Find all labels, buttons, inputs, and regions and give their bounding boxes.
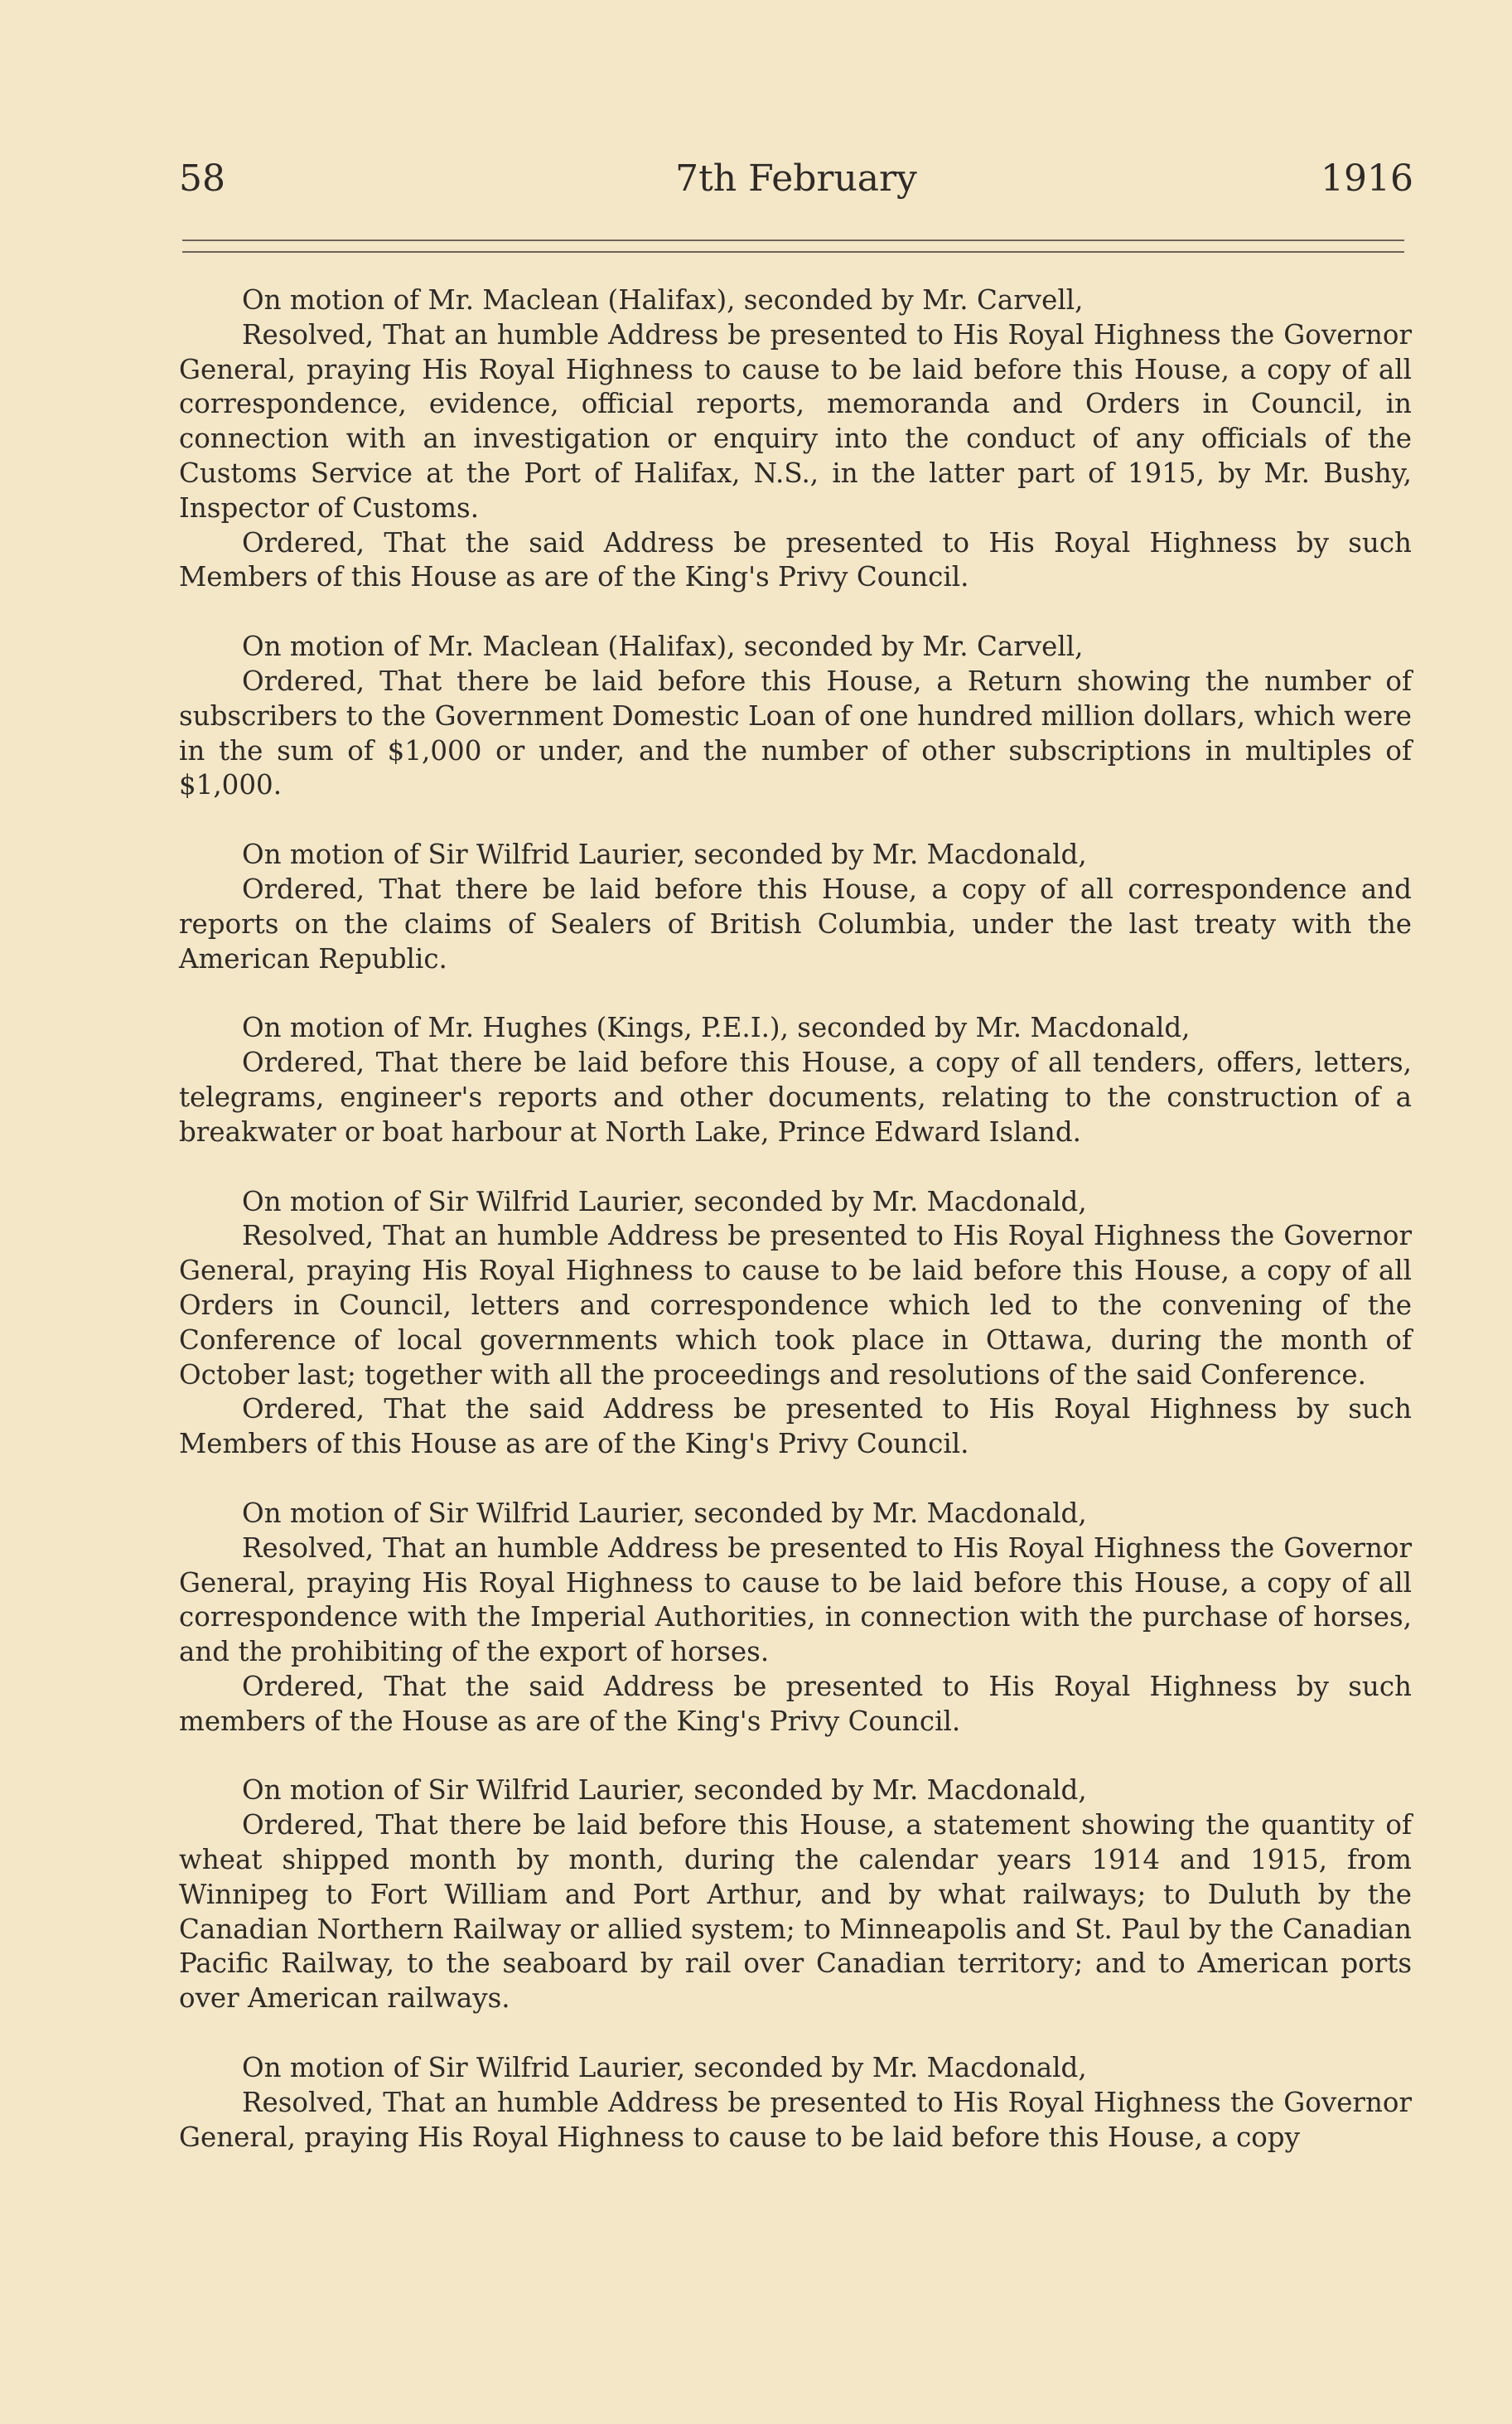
order-paragraph: Ordered, That there be laid before this House, a statement showing the quantity of wheat shipped month by month, during the calendar years 1914 and 1915, from Winnipeg to Fort William and Port Arthur, and by what railways; to Duluth by the Canadian Northern Railway or allied system; to Minneapolis and St. Paul by the Canadian Pacific Railway, to the seaboard by rail over Canadian territory; and to American ports over American railways. (179, 1809, 1412, 2015)
order-paragraph: Ordered, That there be laid before this House, a copy of all correspondence and reports on the claims of Sealers of British Columbia, under the last treaty with the American Republic. (179, 873, 1412, 975)
order-paragraph: Ordered, That the said Address be presented to His Royal Highness by such Members of this House as are of the King's Privy Council. (179, 1393, 1412, 1460)
motion-line: On motion of Sir Wilfrid Laurier, seconded by Mr. Macdonald, (242, 1497, 1087, 1529)
header-year: 1916 (1321, 157, 1413, 200)
motion-line: On motion of Mr. Maclean (Halifax), seconded by Mr. Carvell, (242, 284, 1084, 316)
resolution-paragraph: Resolved, That an humble Address be presented to His Royal Highness the Governor General, praying His Royal Highness to cause to be laid before this House, a copy (179, 2086, 1412, 2153)
motion-entry (179, 838, 1412, 976)
motion-line: On motion of Sir Wilfrid Laurier, seconded by Mr. Macdonald, (242, 839, 1087, 871)
motion-entry (179, 1497, 1412, 1739)
motion-entry (179, 1773, 1412, 2016)
motion-entry (179, 283, 1412, 595)
motion-entry (179, 2051, 1412, 2155)
order-paragraph: Ordered, That there be laid before this House, a Return showing the number of subscribers to the Government Domestic Loan of one hundred million dollars, which were in the sum of $1,000 or under, and the number of other subscriptions in multiples of $1,000. (179, 665, 1412, 801)
resolution-paragraph: Resolved, That an humble Address be presented to His Royal Highness the Governor General, praying His Royal Highness to cause to be laid before this House, a copy of all Orders in Council, letters and correspondence which led to the convening of the Conference of local governments which took place in Ottawa, during the month of October last; together with all the proceedings and resolutions of the said Conference. (179, 1220, 1412, 1391)
motion-line: On motion of Mr. Maclean (Halifax), seconded by Mr. Carvell, (242, 631, 1084, 663)
order-paragraph: Ordered, That the said Address be presented to His Royal Highness by such Members of this House as are of the King's Privy Council. (179, 526, 1412, 593)
order-paragraph: Ordered, That there be laid before this House, a copy of all tenders, offers, letters, telegrams, engineer's reports and other documents, relating to the construction of a breakwater or boat harbour at North Lake, Prince Edward Island. (179, 1047, 1412, 1148)
motion-line: On motion of Sir Wilfrid Laurier, seconded by Mr. Macdonald, (242, 2052, 1087, 2084)
motion-line: On motion of Mr. Hughes (Kings, P.E.I.), seconded by Mr. Macdonald, (242, 1012, 1191, 1044)
motion-entry (179, 630, 1412, 803)
order-paragraph: Ordered, That the said Address be presented to His Royal Highness by such members of the House as are of the King's Privy Council. (179, 1670, 1412, 1737)
resolution-paragraph: Resolved, That an humble Address be presented to His Royal Highness the Governor General, praying His Royal Highness to cause to be laid before this House, a copy of all correspondence, evidence, official reports, memoranda and Orders in Council, in connection with an investigation or enquiry into the conduct of any officials of the Customs Service at the Port of Halifax, N.S., in the latter part of 1915, by Mr. Bushy, Inspector of Customs. (179, 318, 1412, 524)
motion-line: On motion of Sir Wilfrid Laurier, seconded by Mr. Macdonald, (242, 1185, 1087, 1217)
resolution-paragraph: Resolved, That an humble Address be presented to His Royal Highness the Governor General, praying His Royal Highness to cause to be laid before this House, a copy of all correspondence with the Imperial Authorities, in connection with the purchase of horses, and the prohibiting of the export of horses. (179, 1531, 1412, 1668)
header-date: 7th February (675, 157, 917, 200)
page-header (179, 157, 1413, 207)
motion-entry (179, 1011, 1412, 1149)
header-double-rule (182, 239, 1404, 253)
motion-line: On motion of Sir Wilfrid Laurier, seconded by Mr. Macdonald, (242, 1774, 1087, 1807)
document-body (179, 283, 1412, 2155)
motion-entry (179, 1185, 1412, 1462)
page-number: 58 (179, 157, 225, 200)
